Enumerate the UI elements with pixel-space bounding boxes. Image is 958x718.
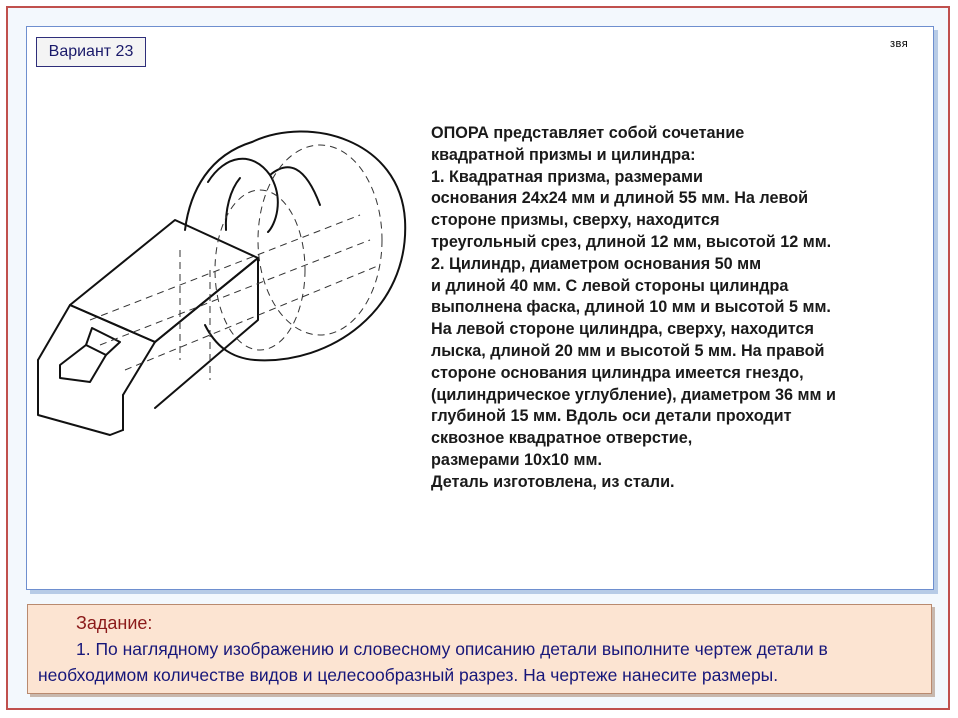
prism-right-face xyxy=(155,258,258,408)
square-hole xyxy=(60,345,106,382)
part-description xyxy=(431,123,931,494)
description-line: (цилиндрическое углубление), диаметром 36 мм и xyxy=(431,385,836,404)
description-line: Деталь изготовлена, из стали. xyxy=(431,472,675,491)
triangle-cut xyxy=(86,328,120,355)
task-box xyxy=(27,604,932,694)
isometric-part-drawing xyxy=(30,120,420,440)
task-text-line: 1. По наглядному изображению и словесному описанию детали выполните чертеж детали в xyxy=(76,639,828,659)
description-line: 1. Квадратная призма, размерами xyxy=(431,167,703,186)
description-line: стороне основания цилиндра имеется гнездо, xyxy=(431,363,804,382)
description-line: квадратной призмы и цилиндра: xyxy=(431,145,696,164)
variant-label: Вариант 23 xyxy=(48,43,134,60)
task-heading: Задание: xyxy=(76,613,153,633)
variant-badge xyxy=(36,37,146,67)
hidden-axis xyxy=(180,250,210,380)
description-line: размерами 10х10 мм. xyxy=(431,450,602,469)
task-text-line: необходимом количестве видов и целесообразный разрез. На чертеже нанесите размеры. xyxy=(38,665,779,685)
hidden-hole-lines xyxy=(90,215,380,370)
hidden-socket xyxy=(258,145,382,335)
chamfer-outline xyxy=(226,178,240,230)
description-line: сквозное квадратное отверстие, xyxy=(431,429,693,448)
description-line: выполнена фаска, длиной 10 мм и высотой 5 мм. xyxy=(431,298,831,317)
description-line: глубиной 15 мм. Вдоль оси детали проходит xyxy=(431,407,792,426)
description-line: и длиной 40 мм. С левой стороны цилиндра xyxy=(431,276,789,295)
cylinder-front-arc xyxy=(185,142,252,230)
description-line: лыска, длиной 20 мм и высотой 5 мм. На правой xyxy=(431,341,825,360)
description-line: стороне призмы, сверху, находится xyxy=(431,211,720,230)
prism-left-edge xyxy=(38,360,123,435)
description-line: ОПОРА представляет собой сочетание xyxy=(431,124,745,142)
slot-cut-left xyxy=(208,159,278,232)
description-line: 2. Цилиндр, диаметром основания 50 мм xyxy=(431,254,762,273)
description-line: треугольный срез, длиной 12 мм, высотой 12 мм. xyxy=(431,232,832,251)
corner-mark: звя xyxy=(890,38,909,50)
description-line: На левой стороне цилиндра, сверху, находится xyxy=(431,320,814,339)
description-line: основания 24х24 мм и длиной 55 мм. На левой xyxy=(431,189,809,208)
